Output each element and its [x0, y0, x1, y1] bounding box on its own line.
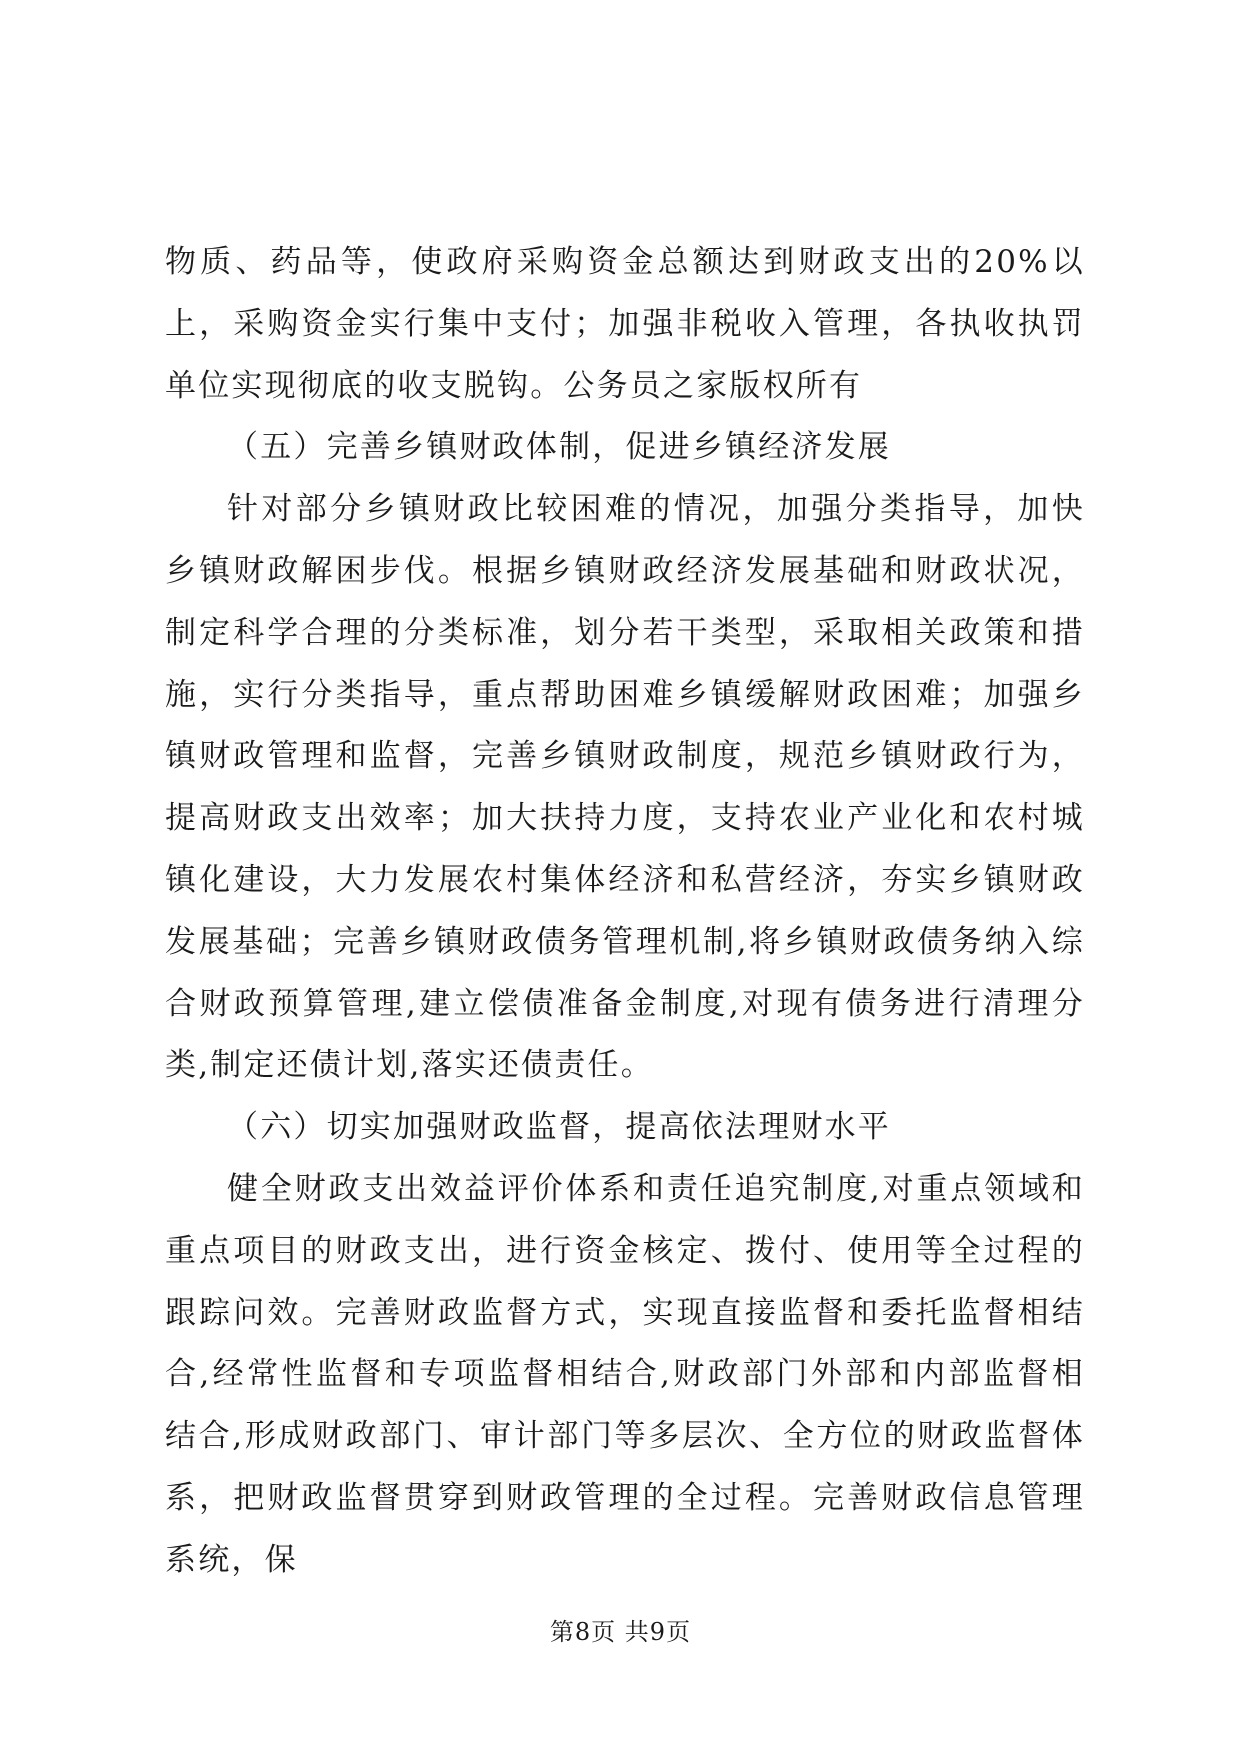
section-heading-5: （五）完善乡镇财政体制，促进乡镇经济发展 [227, 429, 891, 466]
paragraph-procurement: 物质、药品等，使政府采购资金总额达到财政支出的20%以上，采购资金实行集中支付；加强非税收入管理，各执收执罚单位实现彻底的收支脱钩。公务员之家版权所有 [165, 244, 1085, 404]
paragraph-financial-supervision: 健全财政支出效益评价体系和责任追究制度,对重点领域和重点项目的财政支出，进行资金核定、拨付、使用等全过程的跟踪问效。完善财政监督方式，实现直接监督和委托监督相结合,经常性监督和专项监督相结合,财政部门外部和内部监督相结合,形成财政部门、审计部门等多层次、全方位的财政监督体系，把财政监督贯穿到财政管理的全过程。完善财政信息管理系统，保 [165, 1170, 1085, 1578]
page-number-footer: 第8页 共9页 [549, 1618, 692, 1646]
section-heading-6: （六）切实加强财政监督，提高依法理财水平 [227, 1109, 891, 1146]
paragraph-township-finance: 针对部分乡镇财政比较困难的情况，加强分类指导，加快乡镇财政解困步伐。根据乡镇财政经济发展基础和财政状况，制定科学合理的分类标准，划分若干类型，采取相关政策和措施，实行分类指导，重点帮助困难乡镇缓解财政困难；加强乡镇财政管理和监督，完善乡镇财政制度，规范乡镇财政行为，提高财政支出效率；加大扶持力度，支持农业产业化和农村城镇化建设，大力发展农村集体经济和私营经济，夯实乡镇财政发展基础；完善乡镇财政债务管理机制,将乡镇财政债务纳入综合财政预算管理,建立偿债准备金制度,对现有债务进行清理分类,制定还债计划,落实还债责任。 [165, 491, 1085, 1084]
document-body [165, 232, 1085, 1592]
